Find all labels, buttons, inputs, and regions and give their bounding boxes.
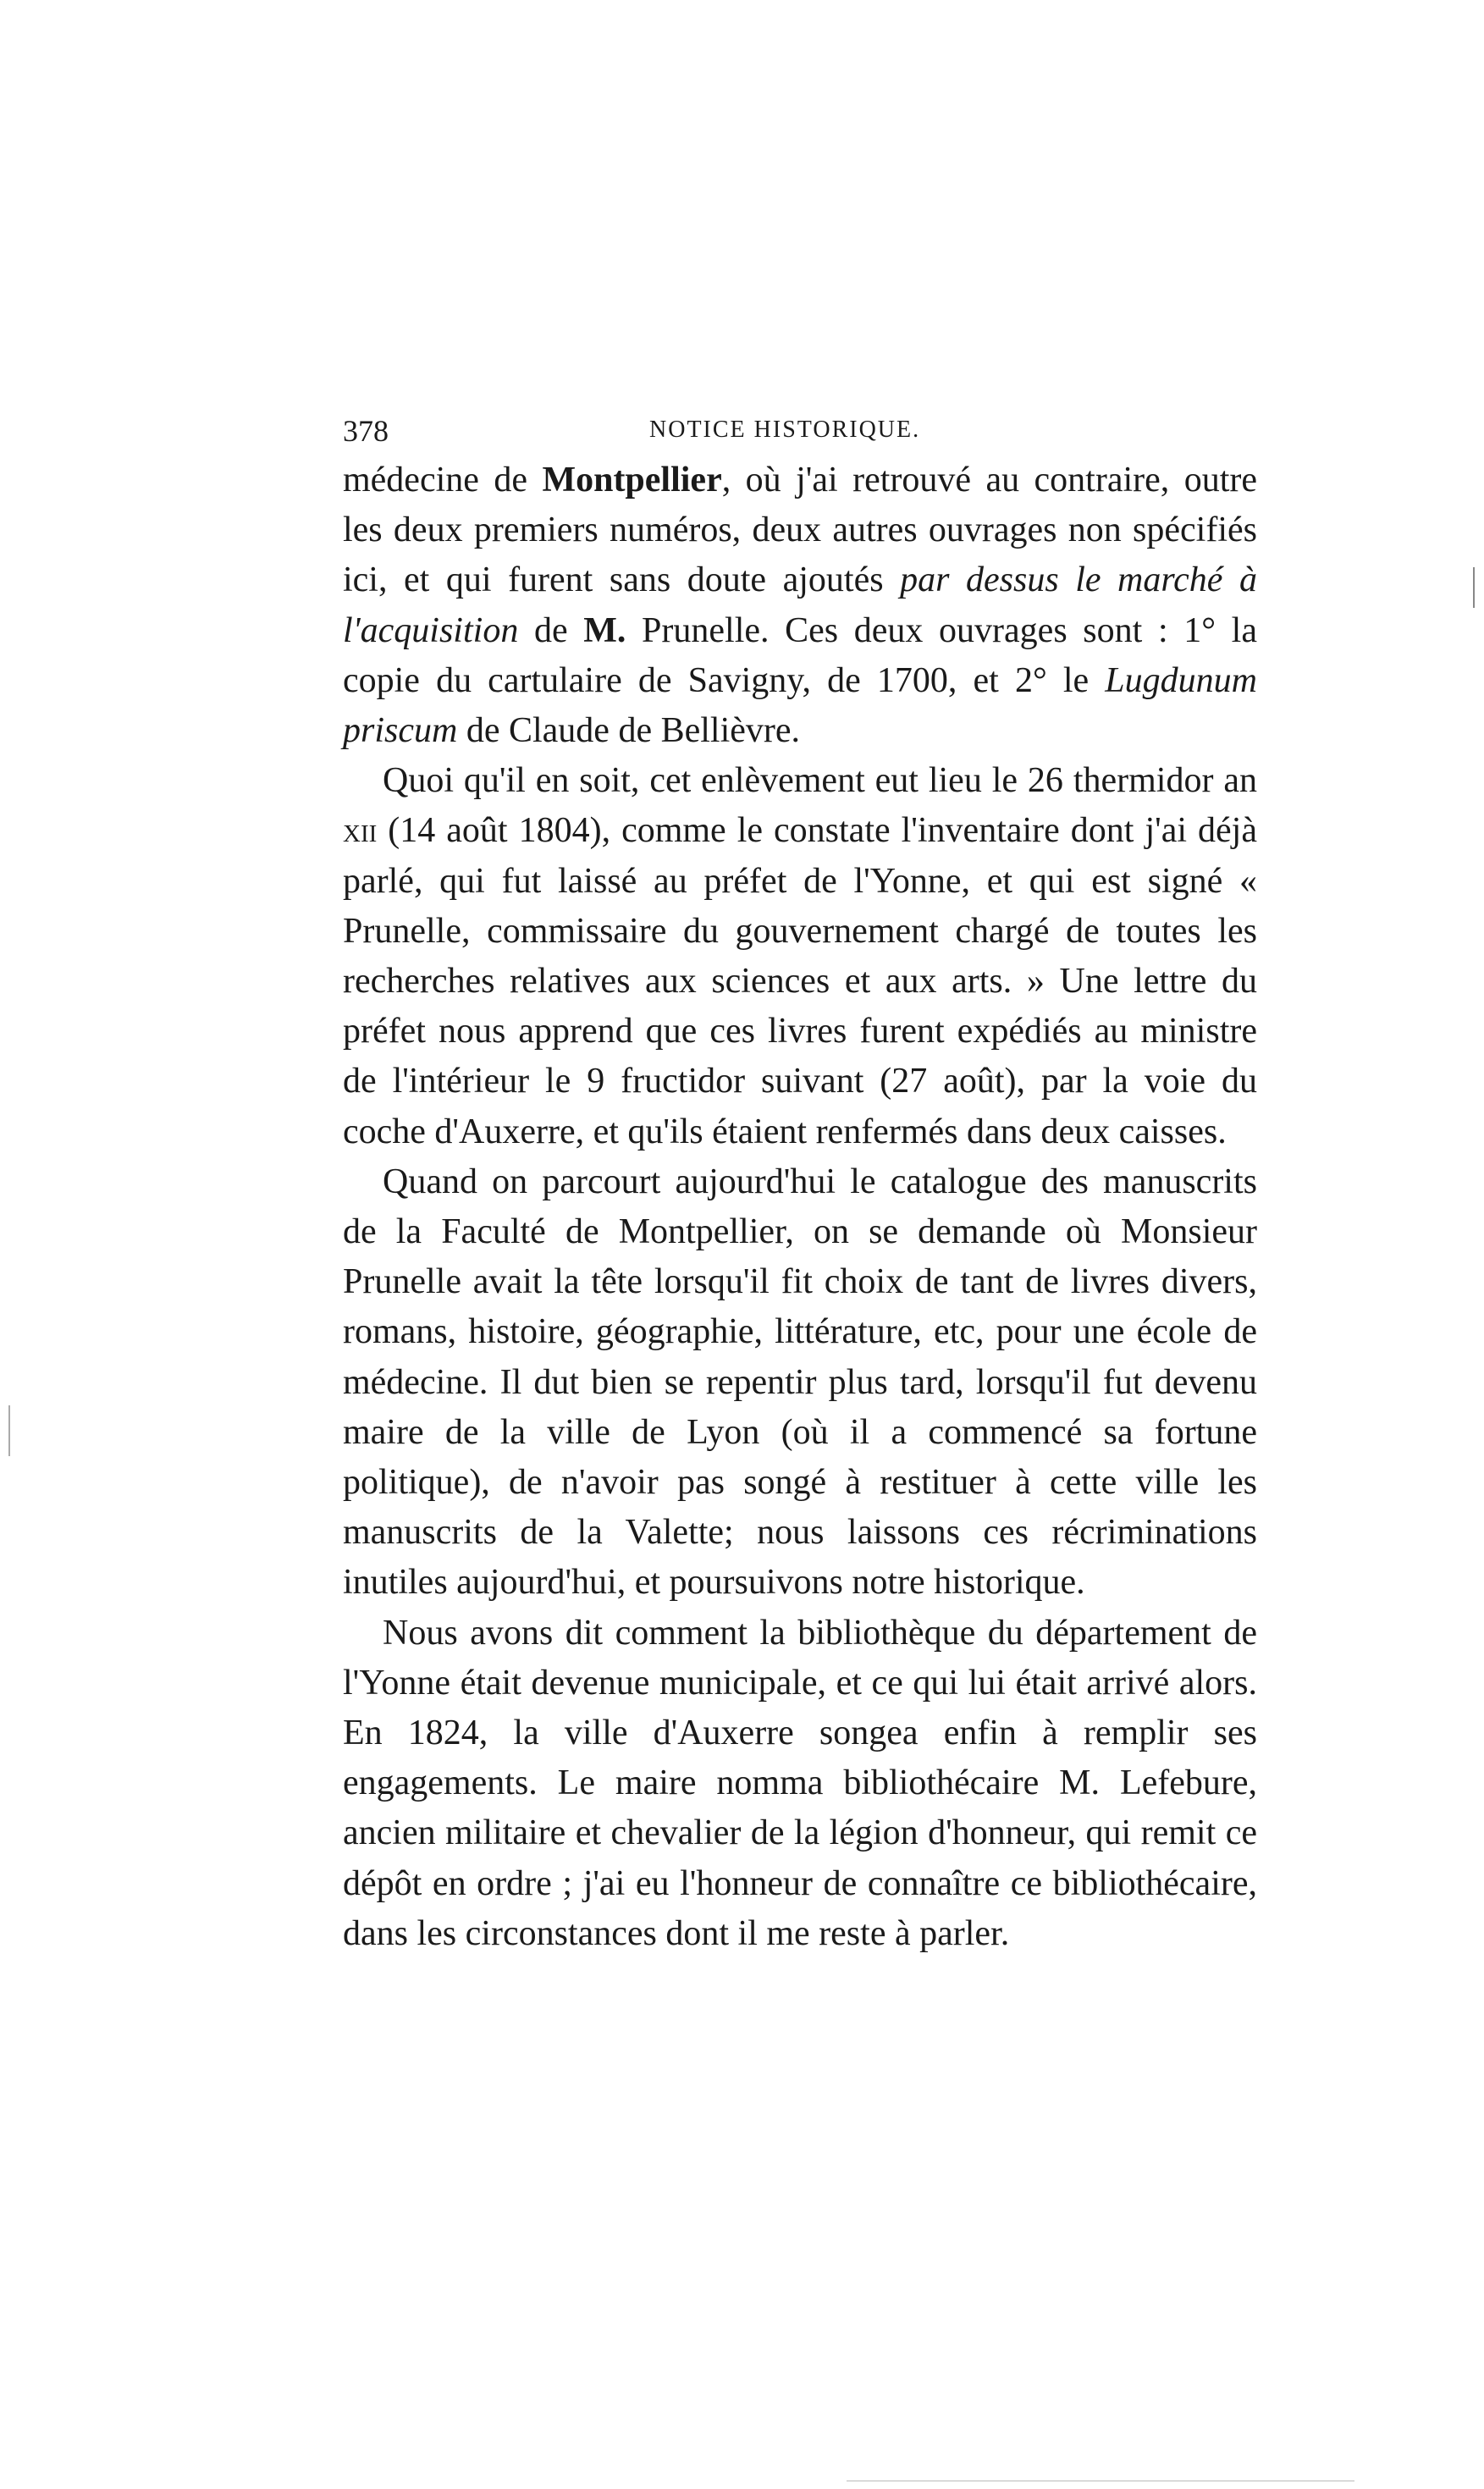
text-segment: Quand on parcourt aujourd'hui le catalogue des manuscrits de la Faculté de Montpellier, on se demande où Monsieur Prunelle avait la tête lorsqu'il fit choix de tant de livres divers, romans, histoire, géographie, littérature, etc, pour une école de médecine. Il dut bien se repentir plus tard, lorsqu'il fut devenu maire de la ville de Lyon (où il a commencé sa fortune politique), de n'avoir pas songé à restituer à cette ville les manuscrits de la Valette; nous laissons ces récriminations inutiles aujourd'hui, et poursuivons notre historique. bbox=[343, 1162, 1257, 1603]
paragraph bbox=[343, 455, 1257, 756]
paragraph bbox=[343, 1157, 1257, 1609]
text-segment: Prunelle. Ces deux ouvrages sont : 1° la copie du cartulaire de Savigny, de 1700, et 2° le bbox=[343, 610, 1257, 700]
scan-edge-mark bbox=[8, 1405, 10, 1456]
page-number: 378 bbox=[343, 414, 389, 448]
scan-edge-mark bbox=[1473, 567, 1475, 608]
running-title: NOTICE HISTORIQUE. bbox=[649, 417, 921, 443]
book-page bbox=[343, 413, 1257, 1959]
paragraph bbox=[343, 756, 1257, 1157]
paragraph bbox=[343, 1609, 1257, 1959]
text-segment: Lugdunum priscum bbox=[343, 660, 1257, 751]
text-segment: de Claude de Bellièvre. bbox=[457, 711, 801, 751]
text-segment: M. bbox=[583, 610, 626, 650]
text-segment: de bbox=[518, 610, 584, 650]
text-segment: Montpellier bbox=[542, 461, 722, 499]
text-segment: médecine de bbox=[343, 461, 543, 499]
text-segment: (14 août 1804), comme le constate l'inventaire dont j'ai déjà parlé, qui fut laissé au préfet de l'Yonne, et qui est signé « Prunelle, commissaire du gouvernement chargé de toutes les recherches relatives aux sciences et aux arts. » Une lettre du préfet nous apprend que ces livres furent expédiés au ministre de l'intérieur le 9 fructidor suivant (27 août), par la voie du coche d'Auxerre, et qu'ils étaient renfermés dans deux caisses. bbox=[343, 811, 1257, 1151]
text-segment: par dessus le marché à l'acquisition bbox=[343, 560, 1257, 650]
text-segment: , où j'ai retrouvé au contraire, outre les deux premiers numéros, deux autres ouvrages non spécifiés ici, et qui furent sans doute ajoutés bbox=[343, 461, 1258, 600]
text-segment: Quoi qu'il en soit, cet enlèvement eut lieu le 26 thermidor an bbox=[383, 761, 1257, 801]
body-text bbox=[343, 455, 1257, 1959]
text-segment: xii bbox=[343, 811, 378, 851]
text-segment: Nous avons dit comment la bibliothèque du département de l'Yonne était devenue municipale, et ce qui lui était arrivé alors. En 1824, la ville d'Auxerre songea enfin à remplir ses engagements. Le maire nomma bibliothécaire M. Lefebure, ancien militaire et chevalier de la légion d'honneur, qui remit ce dépôt en ordre ; j'ai eu l'honneur de connaître ce bibliothécaire, dans les circonstances dont il me reste à parler. bbox=[343, 1613, 1257, 1953]
running-head bbox=[343, 413, 1257, 455]
